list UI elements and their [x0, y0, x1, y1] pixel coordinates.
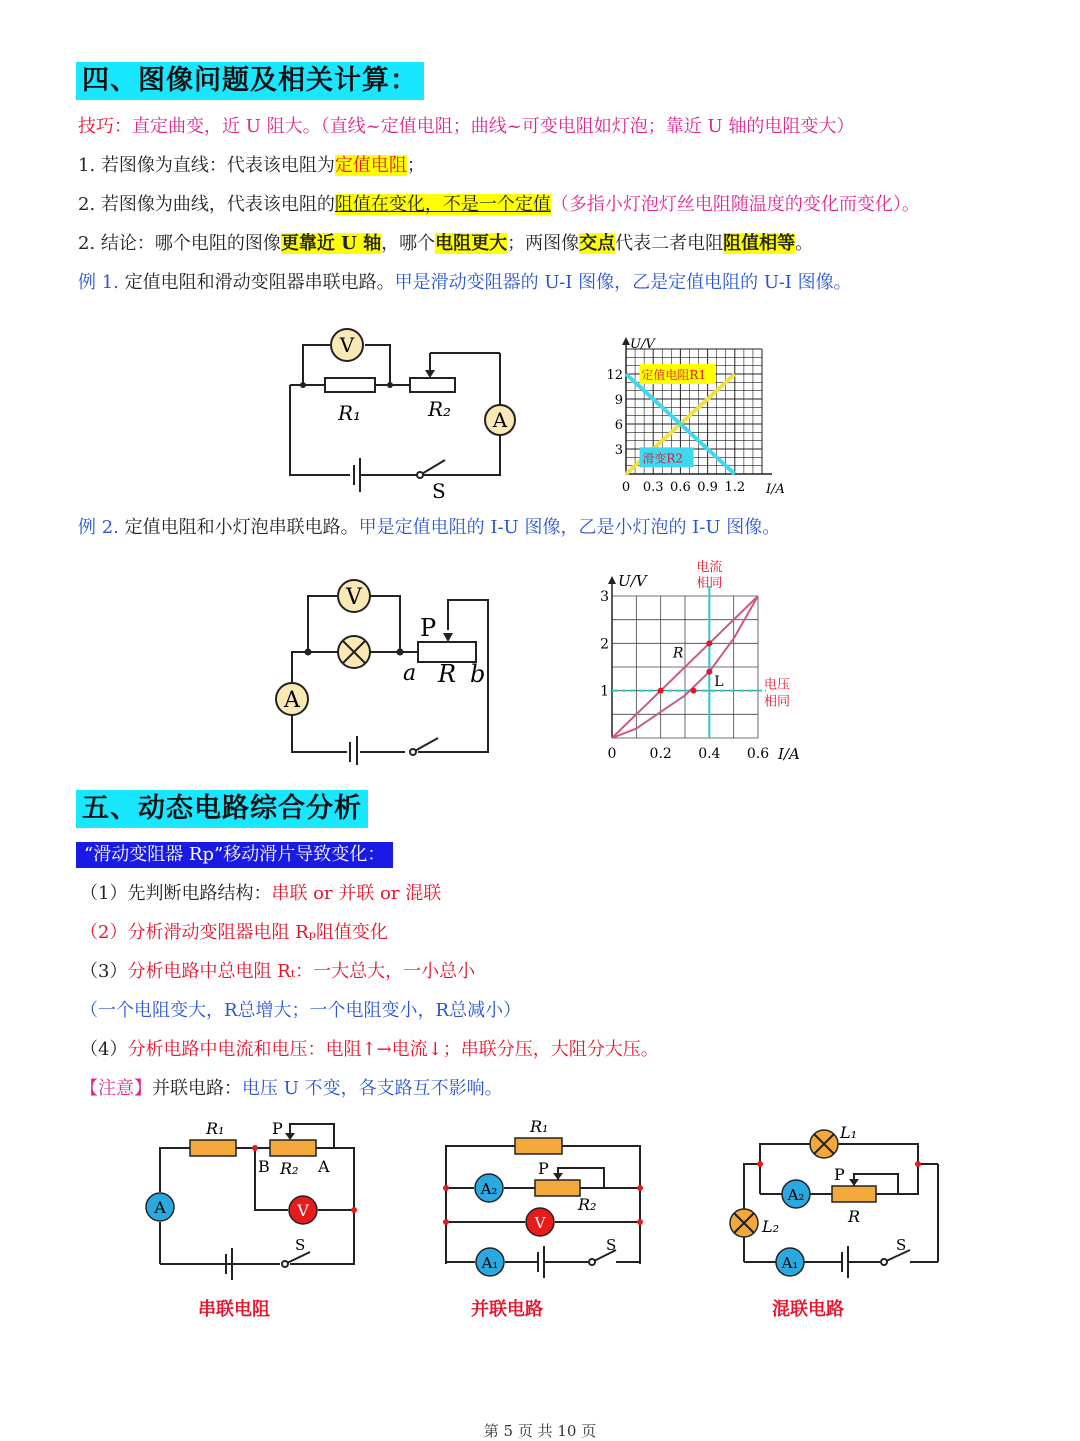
y-axis-label: U/V: [618, 572, 647, 590]
x-tick-label: 0.4: [698, 746, 721, 762]
item3-p2: ，哪个: [381, 233, 436, 254]
c1-v-label: V: [339, 333, 355, 357]
caption-mixed: 混联电路: [772, 1299, 844, 1320]
y-tick-label: 6: [614, 418, 623, 433]
c2-a-label: A: [284, 688, 300, 713]
step3: [80, 959, 475, 985]
b3-s: S: [896, 1236, 907, 1254]
b1-b: B: [258, 1157, 270, 1176]
ex2-blue: 甲是定值电阻的 I-U 图像，乙是小灯泡的 I-U 图像。: [358, 517, 781, 538]
annotation-voltage-equal: 电压: [764, 677, 791, 693]
b2-r1: R₁: [530, 1117, 549, 1136]
legend-label-r2: 滑变R2: [642, 451, 683, 466]
item3-h1: 更靠近 U 轴: [280, 233, 382, 254]
b3-a2: A₂: [787, 1186, 805, 1204]
annotation-current-equal-2: 相同: [696, 576, 723, 591]
series-circuit: [140, 1112, 370, 1282]
circuit-1: [280, 320, 520, 505]
x-tick-label: 0: [621, 480, 631, 495]
annotation-r: R: [672, 645, 684, 662]
item2-prefix: 2. 若图像为曲线，代表该电阻的: [78, 194, 335, 215]
tip-label: 技巧：: [78, 116, 132, 137]
item3-h3: 交点: [579, 233, 616, 254]
b2-s: S: [606, 1236, 617, 1254]
x-axis-label: I/A: [778, 745, 800, 763]
c2-p-label: P: [420, 614, 437, 642]
b1-s: S: [295, 1236, 306, 1254]
note-black: 并联电路：: [152, 1078, 242, 1099]
c1-s-label: S: [432, 479, 446, 503]
b2-a1: A₁: [481, 1254, 499, 1272]
b3-l1: L₁: [840, 1123, 858, 1142]
caption-series: 串联电阻: [198, 1299, 270, 1320]
parallel-circuit: [430, 1112, 660, 1282]
item3-p1: 2. 结论：哪个电阻的图像: [78, 233, 281, 254]
step1-red: 串联 or 并联 or 混联: [271, 883, 442, 904]
chart-1: [600, 322, 800, 502]
c1-r1-label: R₁: [338, 401, 362, 425]
b1-a: A: [154, 1198, 166, 1217]
y-tick-label: 12: [606, 368, 623, 383]
step2: （2）分析滑动变阻器电阻 Rₚ阻值变化: [80, 922, 388, 943]
mixed-circuit: [720, 1112, 950, 1282]
c2-v-label: V: [346, 585, 362, 610]
ex1-label: 例 1.: [78, 272, 119, 293]
annotation-current-equal: 电流: [696, 560, 723, 575]
section5-title: 五、动态电路综合分析: [76, 790, 368, 828]
ex2-label: 例 2.: [78, 517, 119, 538]
y-axis-arrow: [608, 576, 616, 584]
b1-r1: R₁: [206, 1119, 225, 1138]
item3: [78, 231, 813, 257]
note-blue: 电压 U 不变，各支路互不影响。: [242, 1078, 503, 1099]
legend-label-r1: 定值电阻R1: [641, 368, 707, 382]
c1-a-label: A: [492, 408, 508, 432]
item1-suffix: ；: [406, 155, 425, 176]
step1-prefix: （1）先判断电路结构：: [80, 883, 272, 904]
step1: [80, 881, 441, 907]
item3-p5: 。: [795, 233, 814, 254]
item3-p4: 代表二者电阻: [615, 233, 724, 254]
b2-p: P: [538, 1159, 549, 1178]
y-tick-label: 3: [614, 443, 623, 458]
marker-dot: [691, 688, 697, 694]
x-tick-label: 0: [607, 746, 617, 762]
y-tick-label: 9: [614, 393, 623, 408]
b3-p: P: [834, 1165, 845, 1184]
c2-a-end: a: [403, 661, 417, 686]
step4-red: 分析电路中电流和电压：电阻↑→电流↓；串联分压，大阻分大压。: [127, 1039, 659, 1060]
note: [80, 1076, 503, 1102]
y-axis-arrow: [622, 337, 630, 345]
marker-dot: [706, 640, 712, 646]
item3-p3: ；两图像: [507, 233, 580, 254]
item2: [78, 192, 920, 218]
rp-bar: “滑动变阻器 Rp”移动滑片导致变化：: [76, 842, 393, 868]
ex1-blue: 甲是滑动变阻器的 U-I 图像，乙是定值电阻的 U-I 图像。: [394, 272, 852, 293]
b1-p: P: [272, 1119, 283, 1138]
tip-line: [78, 114, 854, 140]
item1-prefix: 1. 若图像为直线：代表该电阻为: [78, 155, 335, 176]
marker-dot: [658, 688, 664, 694]
chart-2: [590, 555, 810, 770]
item3-h2: 电阻更大: [435, 233, 508, 254]
y-axis-label: U/V: [630, 337, 655, 352]
b2-v: V: [534, 1214, 546, 1232]
x-tick-label: 1.2: [724, 480, 746, 495]
b2-r2: R₂: [578, 1195, 597, 1214]
x-tick-label: 0.9: [697, 480, 718, 495]
step4-prefix: （4）: [80, 1039, 128, 1060]
b2-a2: A₂: [480, 1180, 498, 1198]
item1-highlight: 定值电阻: [334, 155, 407, 176]
b1-a-end: A: [318, 1157, 330, 1176]
b1-r2: R₂: [280, 1159, 299, 1178]
c2-b-end: b: [470, 660, 486, 688]
c2-r-label: R: [438, 660, 457, 688]
section4-title: 四、图像问题及相关计算：: [76, 62, 424, 100]
annotation-voltage-equal-2: 相同: [764, 694, 791, 710]
y-tick-label: 1: [600, 683, 609, 700]
example1: [78, 270, 852, 296]
note-label: 【注意】: [80, 1078, 152, 1099]
b3-a1: A₁: [781, 1254, 799, 1272]
marker-dot: [706, 669, 712, 675]
tip-text: 直定曲变，近 U 阻大。（直线~定值电阻；曲线~可变电阻如灯泡；靠近 U 轴的电阻变大）: [132, 116, 855, 137]
y-tick-label: 3: [600, 589, 609, 605]
step3-prefix: （3）: [80, 961, 128, 982]
item1: [78, 153, 425, 179]
ex2-text: 定值电阻和小灯泡串联电路。: [118, 517, 359, 538]
x-tick-label: 0.6: [746, 746, 770, 762]
x-axis-label: I/A: [766, 482, 785, 497]
circuit-2: [270, 570, 500, 765]
b3-r: R: [848, 1207, 861, 1226]
c1-r2-label: R₂: [428, 397, 452, 421]
item2-suffix: （多指小灯泡灯丝电阻随温度的变化而变化）。: [550, 194, 920, 215]
caption-parallel: 并联电路: [471, 1299, 543, 1320]
y-tick-label: 2: [600, 636, 609, 653]
ex1-text: 定值电阻和滑动变阻器串联电路。: [118, 272, 395, 293]
b1-v: V: [297, 1201, 309, 1220]
item3-h4: 阻值相等: [723, 233, 796, 254]
step3-red: 分析电路中总电阻 Rₜ：一大总大，一小总小: [127, 961, 476, 982]
step4: [80, 1037, 659, 1063]
x-tick-label: 0.3: [642, 480, 664, 495]
b3-l2: L₂: [762, 1217, 780, 1236]
x-tick-label: 0.2: [649, 746, 672, 762]
page-footer: 第 5 页 共 10 页: [483, 1422, 597, 1440]
x-tick-label: 0.6: [670, 480, 691, 495]
example2: [78, 515, 780, 541]
annotation-l: L: [714, 673, 724, 690]
item2-highlight: 阻值在变化，不是一个定值: [334, 194, 551, 215]
step3-note: （一个电阻变大，R总增大；一个电阻变小，R总减小）: [80, 1000, 522, 1021]
